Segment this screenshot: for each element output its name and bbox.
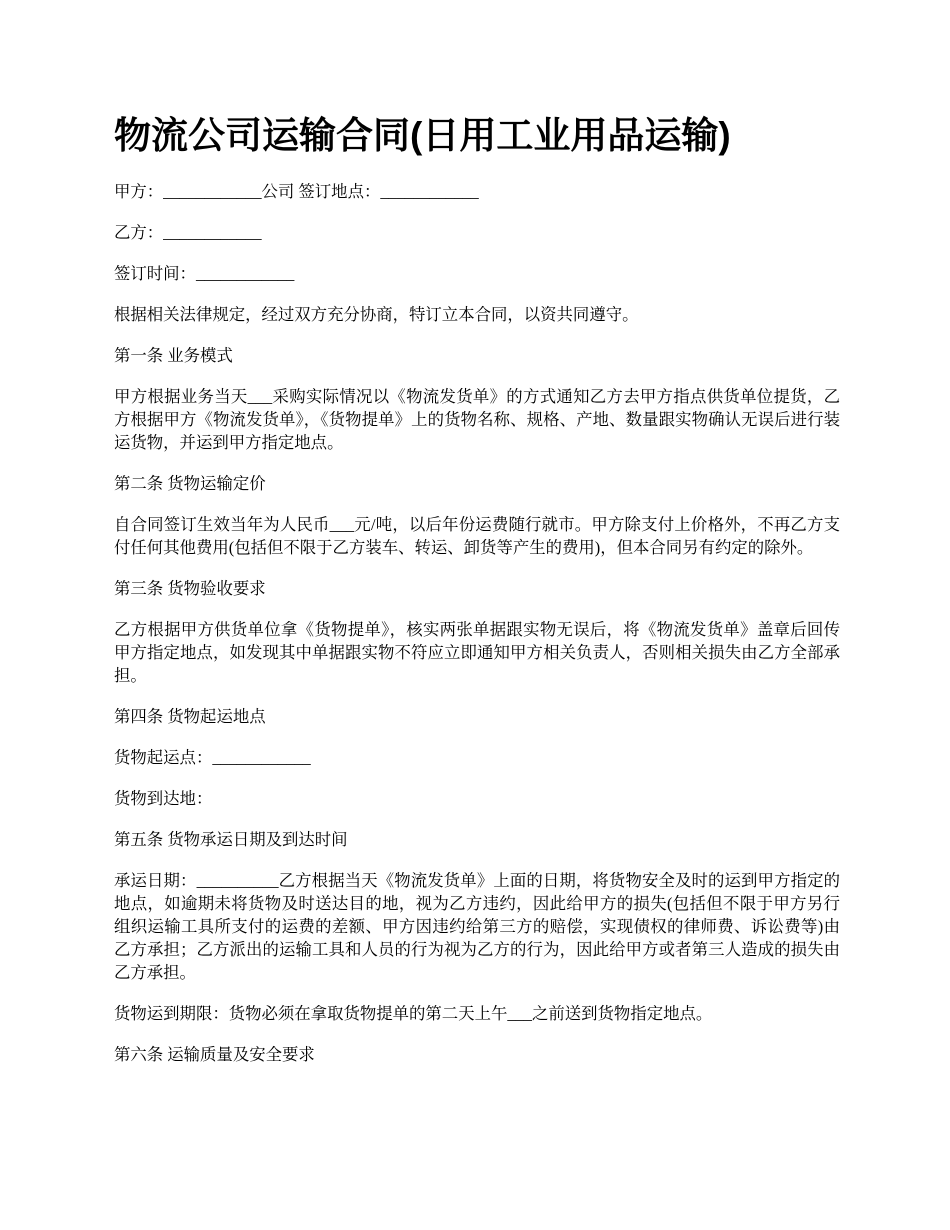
delivery-deadline-line: 货物运到期限：货物必须在拿取货物提单的第二天上午___之前送到货物指定地点。 — [114, 1004, 713, 1023]
destination-line: 货物到达地： — [114, 789, 213, 808]
document-title: 物流公司运输合同(日用工业用品运输) — [114, 115, 731, 156]
preamble-paragraph: 根据相关法律规定，经过双方充分协商，特订立本合同，以资共同遵守。 — [114, 305, 639, 324]
article-1-heading: 第一条 业务模式 — [114, 346, 233, 365]
signing-time-line: 签订时间：____________ — [114, 264, 295, 283]
article-5-heading: 第五条 货物承运日期及到达时间 — [114, 830, 348, 849]
article-5-body: 承运日期：__________乙方根据当天《物流发货单》上面的日期，将货物安全及时的运到甲方指定的地点，如逾期未将货物及时送达目的地，视为乙方违约，因此给甲方的损失(包括但不限于甲方另行组织运输工具所支付的运费的差额、甲方因违约给第三方的赔偿，实现债权的律师费、诉讼费等)由乙方承担；乙方派出的运输工具和人员的行为视为乙方的行为，因此给甲方或者第三人造成的损失由乙方承担。 — [114, 871, 840, 982]
party-b-line: 乙方：____________ — [114, 223, 262, 242]
article-2-heading: 第二条 货物运输定价 — [114, 474, 266, 493]
article-4-heading: 第四条 货物起运地点 — [114, 707, 266, 726]
article-6-heading: 第六条 运输质量及安全要求 — [114, 1045, 315, 1064]
document-page — [114, 112, 840, 1084]
origin-point-line: 货物起运点：____________ — [114, 748, 311, 767]
article-2-body: 自合同签订生效当年为人民币___元/吨，以后年份运费随行就市。甲方除支付上价格外，不再乙方支付任何其他费用(包括但不限于乙方装车、转运、卸货等产生的费用)，但本合同另有约定的除外。 — [114, 515, 840, 557]
article-1-body: 甲方根据业务当天___采购实际情况以《物流发货单》的方式通知乙方去甲方指点供货单位提货，乙方根据甲方《物流发货单》，《货物提单》上的货物名称、规格、产地、数量跟实物确认无误后进行装运货物，并运到甲方指定地点。 — [114, 387, 840, 452]
article-3-body: 乙方根据甲方供货单位拿《货物提单》，核实两张单据跟实物无误后，将《物流发货单》盖章后回传甲方指定地点，如发现其中单据跟实物不符应立即通知甲方相关负责人，否则相关损失由乙方全部承担。 — [114, 620, 840, 685]
party-a-line: 甲方：____________公司 签订地点：____________ — [114, 182, 479, 201]
article-3-heading: 第三条 货物验收要求 — [114, 579, 266, 598]
